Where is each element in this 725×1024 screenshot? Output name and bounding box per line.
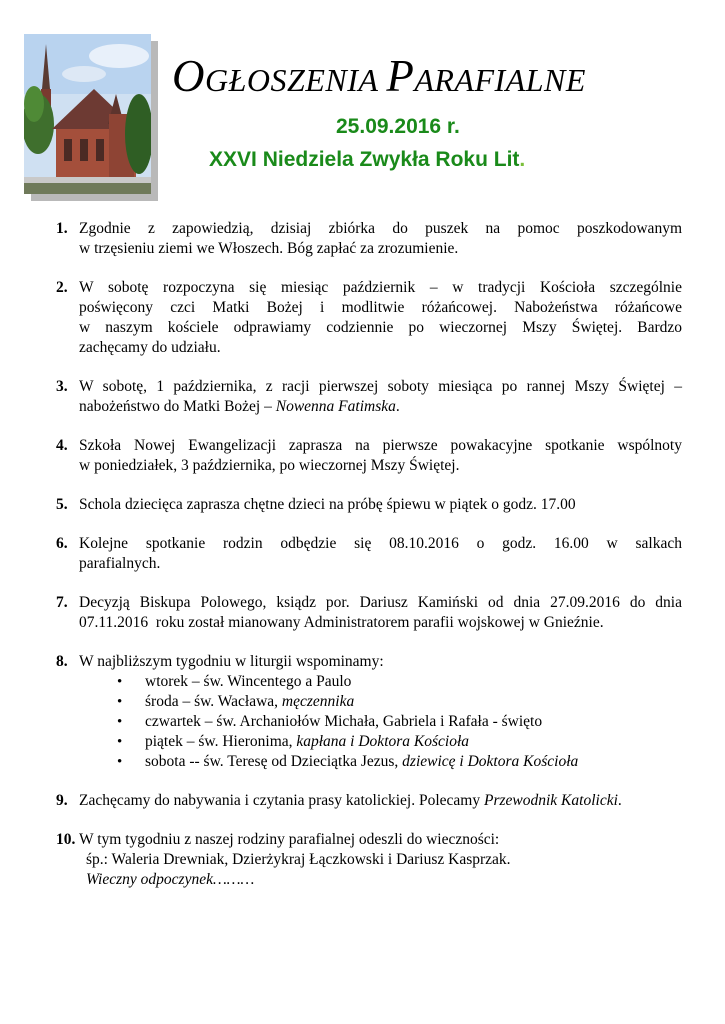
item-line: w poniedziałek, 3 października, po wieczornej Mszy Świętej. — [79, 457, 460, 474]
announcement-item-8 — [56, 652, 682, 772]
announcement-item-5 — [56, 495, 682, 515]
saint-text: piątek – św. Hieronima, — [145, 733, 297, 750]
page-title — [172, 51, 702, 101]
announcement-item-7 — [56, 593, 682, 633]
item-line: zachęcamy do udziału. — [79, 339, 221, 356]
item-number: 3. — [56, 378, 68, 395]
church-photo — [24, 34, 151, 194]
item-number: 7. — [56, 594, 68, 611]
announcement-item-6 — [56, 534, 682, 574]
announcement-item-3 — [56, 377, 682, 417]
saints-list — [79, 672, 682, 772]
item-number: 5. — [56, 496, 68, 513]
announcement-item-1 — [56, 219, 682, 259]
title-initial-o: O — [172, 51, 205, 101]
saint-list-item — [105, 712, 682, 732]
saint-list-item — [105, 732, 682, 752]
title-part-1: GŁOSZENIA — [205, 62, 387, 98]
item-line — [79, 397, 682, 417]
sunday-dot: . — [519, 148, 526, 171]
item-number: 6. — [56, 535, 68, 552]
item-number: 1. — [56, 220, 68, 237]
item-number: 9. — [56, 792, 68, 809]
item-line: W tym tygodniu z naszej rodziny parafialnej odeszli do wieczności: — [79, 831, 500, 848]
item-line — [79, 870, 682, 890]
item-line: w naszym kościele odprawiamy codziennie po wieczornej Mszy Świętej. Bardzo — [79, 319, 682, 336]
item-line: w trzęsieniu ziemi we Włoszech. Bóg zapłać za zrozumienie. — [79, 240, 459, 257]
item-italic-text: Przewodnik Katolicki — [484, 792, 618, 809]
saint-italic-text: dziewicę i Doktora Kościoła — [402, 753, 579, 770]
item-line: parafialnych. — [79, 555, 161, 572]
item-line: poświęcony czci Matki Bożej i modlitwie różańcowej. Nabożeństwa różańcowe — [79, 299, 682, 316]
saint-text: wtorek – św. Wincentego a Paulo — [145, 673, 352, 690]
item-line: śp.: Waleria Drewniak, Dzierżykraj Łączkowski i Dariusz Kasprzak. — [86, 851, 511, 868]
title-part-2: ARAFIALNE — [414, 62, 586, 98]
title-initial-p: P — [386, 51, 415, 101]
item-line: 07.11.2016 roku został mianowany Administratorem parafii wojskowej w Gnieźnie. — [79, 614, 604, 631]
saint-text: sobota -- św. Teresę od Dzieciątka Jezus, — [145, 753, 403, 770]
item-line: Kolejne spotkanie rodzin odbędzie się 08.10.2016 o godz. 16.00 w salkach — [79, 535, 682, 552]
item-line: Zgodnie z zapowiedzią, dzisiaj zbiórka do puszek na pomoc poszkodowanym — [79, 220, 682, 237]
saint-list-item — [105, 692, 682, 712]
item-text: . — [395, 398, 400, 415]
announcement-item-4 — [56, 436, 682, 476]
announcement-item-10 — [56, 830, 682, 890]
item-italic-text: Wieczny odpoczynek……… — [86, 871, 255, 888]
announcement-item-9 — [56, 791, 682, 811]
announcements-list — [56, 219, 682, 909]
item-number: 2. — [56, 279, 68, 296]
item-italic-text: Nowenna Fatimska — [275, 398, 396, 415]
saint-italic-text: męczennika — [281, 693, 355, 710]
saint-list-item — [105, 672, 682, 692]
saint-list-item — [105, 752, 682, 772]
item-line: W sobotę rozpoczyna się miesiąc październik – w tradycji Kościoła szczególnie — [79, 279, 682, 296]
item-number: 10. — [56, 831, 76, 848]
item-text: . — [617, 792, 622, 809]
announcement-item-2 — [56, 278, 682, 358]
liturgical-sunday — [209, 148, 525, 172]
item-number: 4. — [56, 437, 68, 454]
saint-italic-text: kapłana i Doktora Kościoła — [296, 733, 470, 750]
item-text: Zachęcamy do nabywania i czytania prasy katolickiej. Polecamy — [79, 792, 484, 809]
item-line: Decyzją Biskupa Polowego, ksiądz por. Dariusz Kamiński od dnia 27.09.2016 do dnia — [79, 594, 682, 611]
church-photo-frame — [24, 34, 159, 201]
item-line — [79, 791, 682, 811]
item-number: 8. — [56, 653, 68, 670]
item-line: Schola dziecięca zaprasza chętne dzieci na próbę śpiewu w piątek o godz. 17.00 — [79, 496, 576, 513]
item-line: W sobotę, 1 października, z racji pierwszej soboty miesiąca po rannej Mszy Świętej – — [79, 378, 682, 395]
item-line: Szkoła Nowej Ewangelizacji zaprasza na pierwsze powakacyjne spotkanie wspólnoty — [79, 437, 682, 454]
saint-text: środa – św. Wacława, — [145, 693, 282, 710]
item-text: nabożeństwo do Matki Bożej – — [79, 398, 276, 415]
announcement-date: 25.09.2016 r. — [336, 115, 460, 138]
item-line: W najbliższym tygodniu w liturgii wspominamy: — [79, 653, 384, 670]
saint-text: czwartek – św. Archaniołów Michała, Gabriela i Rafała - święto — [145, 713, 543, 730]
sunday-text: XXVI Niedziela Zwykła Roku Lit — [209, 148, 520, 171]
